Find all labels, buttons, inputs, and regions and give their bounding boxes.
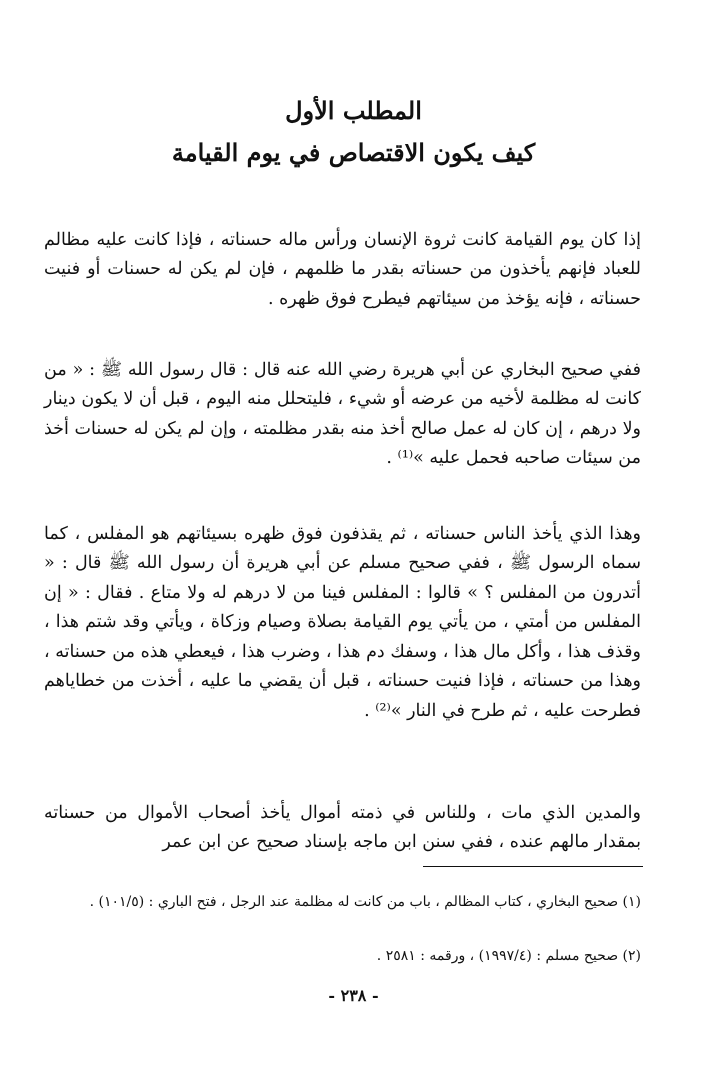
body-paragraph-2: ففي صحيح البخاري عن أبي هريرة رضي الله عنه قال : قال رسول الله ﷺ : « من كانت له مظلمة لأخيه من عرضه أو شيء ، فليتحلل منه اليوم ، قبل أن لا يكون دينار ولا درهم ، إن كان له عمل صالح أخذ منه بقدر مظلمته ، وإن لم يكن له حسنات أخذ من سيئات صاحبه فحمل عليه »⁽¹⁾ . [44, 359, 641, 468]
footnote-divider [423, 866, 643, 867]
footnote-1: (١) صحيح البخاري ، كتاب المظالم ، باب من كانت له مظلمة عند الرجل ، فتح الباري : (١٠١/٥) . [89, 894, 641, 910]
body-paragraph-4: والمدين الذي مات ، وللناس في ذمته أموال يأخذ أصحاب الأموال من حسناته بمقدار مالهم عنده ، ففي سنن ابن ماجه بإسناد صحيح عن ابن عمر [44, 802, 641, 852]
chapter-title: كيف يكون الاقتصاص في يوم القيامة [171, 138, 536, 167]
page-number: - ٢٣٨ - [328, 986, 379, 1005]
body-paragraph-3: وهذا الذي يأخذ الناس حسناته ، ثم يقذفون فوق ظهره بسيئاتهم هو المفلس ، كما سماه الرسول ﷺ ، ففي صحيح مسلم عن أبي هريرة أن رسول الله ﷺ قال : « أتدرون من المفلس ؟ » قالوا : المفلس فينا من لا درهم له ولا متاع . فقال : « إن المفلس من أمتي ، من يأتي يوم القيامة بصلاة وصيام وزكاة ، ويأتي وقد شتم هذا ، وقذف هذا ، وأكل مال هذا ، وسفك دم هذا ، وضرب هذا ، فيعطي هذه من حسناته ، وهذا من حسناته ، فإذا فنيت حسناته ، قبل أن يقضي ما عليه ، أخذت من خطاياهم فطرحت عليه ، ثم طرح في النار »⁽²⁾ . [44, 523, 641, 721]
body-paragraph-1: إذا كان يوم القيامة كانت ثروة الإنسان ورأس ماله حسناته ، فإذا كانت عليه مظالم للعباد فإنهم يأخذون من حسناته بقدر ما ظلمهم ، فإن لم يكن له حسنات أو فنيت حسناته ، فإنه يؤخذ من سيئاتهم فيطرح فوق ظهره . [44, 229, 641, 309]
footnote-2: (٢) صحيح مسلم : (١٩٩٧/٤) ، ورقمه : ٢٥٨١ . [376, 948, 641, 964]
section-title: المطلب الأول [285, 96, 422, 125]
